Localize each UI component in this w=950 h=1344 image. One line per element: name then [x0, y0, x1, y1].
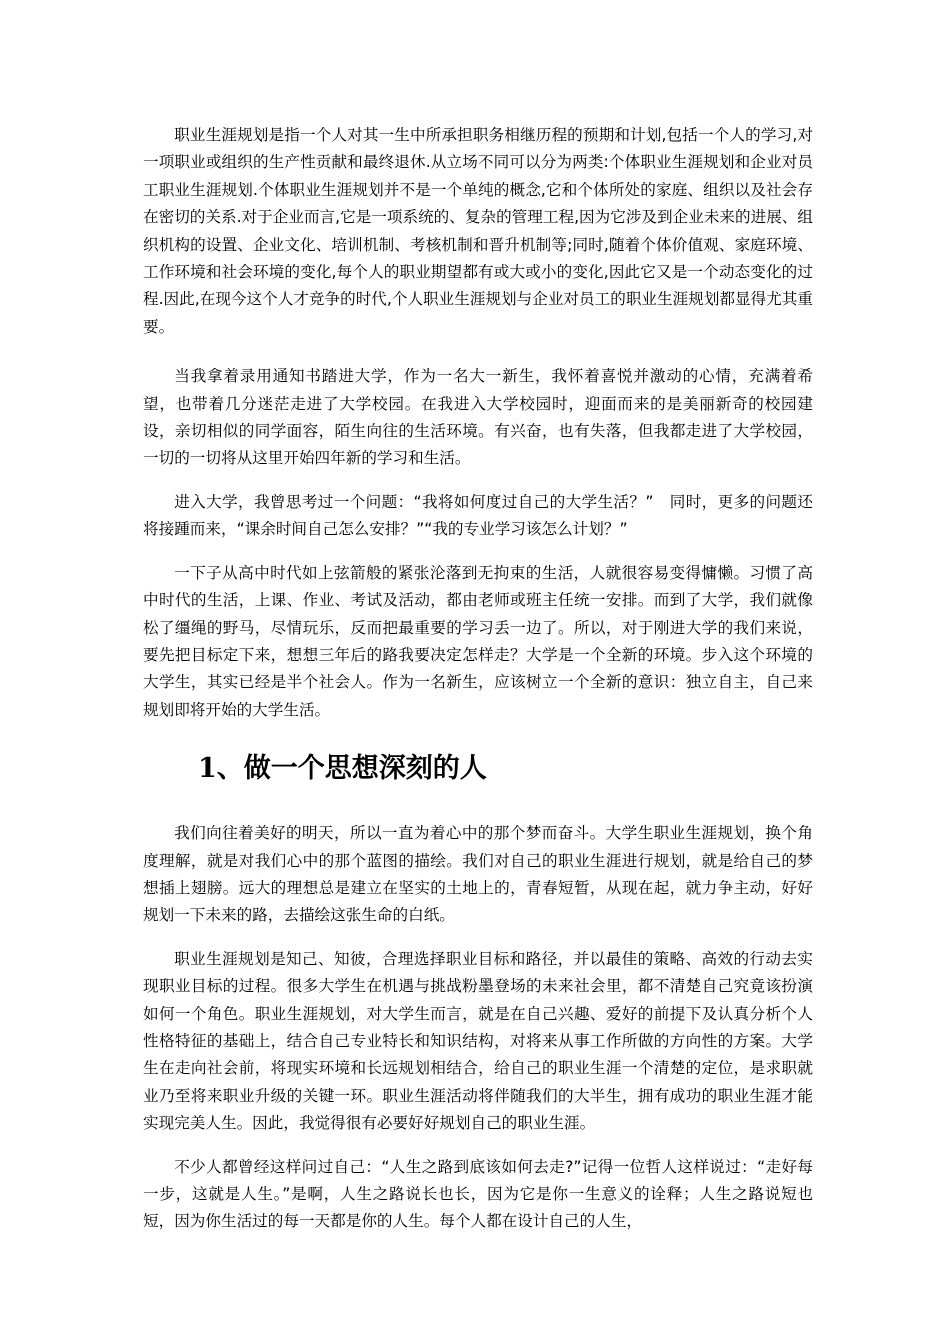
paragraph-career-planning-definition: 职业生涯规划是指一个人对其一生中所承担职务相继历程的预期和计划,包括一个人的学习,对一项职业或组织的生产性贡献和最终退休.从立场不同可以分为两类:个体职业生涯规划和企业对员工职业生涯规划.个体职业生涯规划并不是一个单纯的概念,它和个体所处的家庭、组织以及社会存在密切的关系.对于企业而言,它是一项系统的、复杂的管理工程,因为它涉及到企业未来的进展、组织机构的设置、企业文化、培训机制、考核机制和晋升机制等;同时,随着个体价值观、家庭环境、工作环境和社会环境的变化,每个人的职业期望都有或大或小的变化,因此它又是一个动态变化的过程.因此,在现今这个人才竞争的时代,个人职业生涯规划与企业对员工的职业生涯规划都显得尤其重要。: [143, 126, 813, 336]
paragraph-entering-university: 当我拿着录用通知书踏进大学，作为一名大一新生，我怀着喜悦并激动的心情，充满着希望，也带着几分迷茫走进了大学校园。在我进入大学校园时，迎面而来的是美丽新奇的校园建设，亲切相似的同学面容，陌生向往的生活环境。有兴奋，也有失落，但我都走进了大学校园，一切的一切将从这里开始四年新的学习和生活。: [143, 367, 813, 468]
document-body: [143, 122, 813, 1236]
paragraph-new-environment: 一下子从高中时代如上弦箭般的紧张沦落到无拘束的生活，人就很容易变得慵懒。习惯了高中时代的生活，上课、作业、考试及活动，都由老师或班主任统一安排。而到了大学，我们就像松了缰绳的野马，尽情玩乐，反而把最重要的学习丢一边了。所以，对于刚进大学的我们来说，要先把目标定下来，想想三年后的路我要决定怎样走？大学是一个全新的环境。步入这个环境的大学生，其实已经是半个社会人。作为一名新生，应该树立一个全新的意识：独立自主，自己来规划即将开始的大学生活。: [143, 563, 813, 719]
paragraph-questions: 进入大学，我曾思考过一个问题：“我将如何度过自己的大学生活？” 同时，更多的问题还将接踵而来，“课余时间自己怎么安排？”“我的专业学习该怎么计划？”: [143, 492, 813, 539]
section-heading: 1、做一个思想深刻的人: [198, 753, 487, 785]
paragraph-know-yourself: 职业生涯规划是知己、知彼，合理选择职业目标和路径，并以最佳的策略、高效的行动去实现职业目标的过程。很多大学生在机遇与挑战粉墨登场的未来社会里，都不清楚自己究竟该扮演如何一个角色。职业生涯规划，对大学生而言，就是在自己兴趣、爱好的前提下及认真分析个人性格特征的基础上，结合自己专业特长和知识结构，对将来从事工作所做的方向性的方案。大学生在走向社会前，将现实环境和长远规划相结合，给自己的职业生涯一个清楚的定位，是求职就业乃至将来职业升级的关键一环。职业生涯活动将伴随我们的大半生，拥有成功的职业生涯才能实现完美人生。因此，我觉得很有必要好好规划自己的职业生涯。: [143, 949, 813, 1133]
paragraph-life-path: 不少人都曾经这样问过自己：“人生之路到底该如何去走?”记得一位哲人这样说过：“走好每一步，这就是人生。”是啊，人生之路说长也长，因为它是你一生意义的诠释；人生之路说短也短，因为你生活过的每一天都是你的人生。每个人都在设计自己的人生，: [143, 1157, 813, 1231]
paragraph-dream: 我们向往着美好的明天，所以一直为着心中的那个梦而奋斗。大学生职业生涯规划，换个角度理解，就是对我们心中的那个蓝图的描绘。我们对自己的职业生涯进行规划，就是给自己的梦想插上翅膀。远大的理想总是建立在坚实的土地上的，青春短暂，从现在起，就力争主动，好好规划一下未来的路，去描绘这张生命的白纸。: [143, 824, 813, 925]
